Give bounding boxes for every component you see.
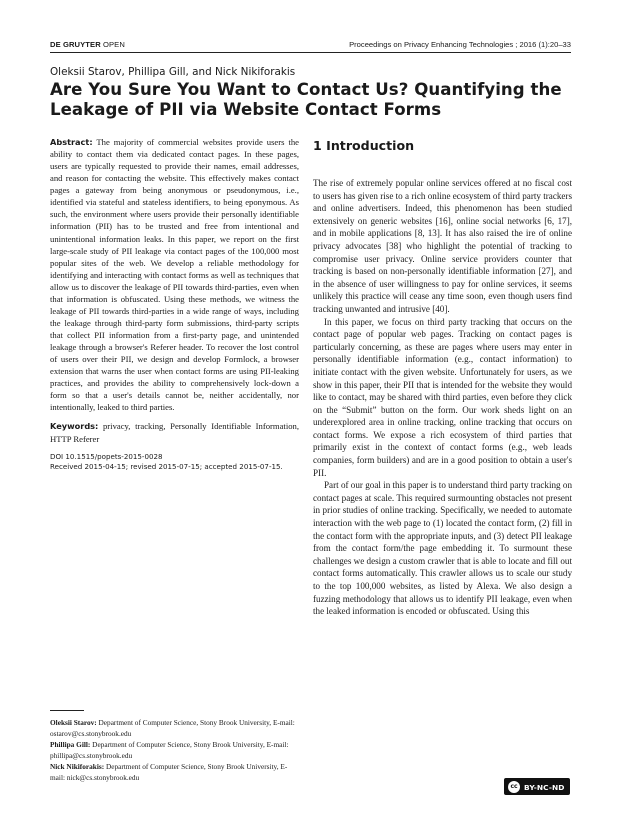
keywords-label: Keywords:	[50, 421, 99, 432]
cc-license-badge	[504, 778, 570, 795]
keywords-text: privacy, tracking, Personally Identifiable Information, HTTP Referer	[50, 421, 299, 444]
author-footnotes	[50, 718, 299, 783]
paper-title: Are You Sure You Want to Contact Us? Quantifying the Leakage of PII via Website Contact Forms	[50, 80, 562, 119]
footnote-author	[50, 718, 299, 740]
left-column	[50, 136, 299, 472]
author-line: Oleksii Starov, Phillipa Gill, and Nick Nikiforakis	[50, 66, 296, 78]
body-paragraph: Part of our goal in this paper is to understand third party tracking on contact pages at scale. This required surmounting obstacles not present in prior studies of online tracking. Specifically, we needed to automate interaction with the web page to (1) located the contact form, (2) fill in the contact form with the appropriate inputs, and (3) detect PII leakage from the contact form/the page embedding it. To surmount these challenges we design a custom crawler that is able to locate and fill out contact forms automatically. This crawler allows us to scale our study to the top 100,000 websites, as listed by Alexa. We also design a fuzzing methodology that allows us to identify PII leakage, even when the leaked information is encoded or obfuscated. Using this	[313, 480, 572, 617]
section-heading: 1 Introduction	[313, 138, 415, 153]
footnote-author	[50, 762, 299, 784]
footnote-text: Department of Computer Science, Stony Brook University, E-mail: ostarov@cs.stonybrook.edu	[50, 718, 295, 738]
publisher-rest: OPEN	[103, 40, 125, 49]
publisher-bold: DE GRUYTER	[50, 40, 101, 49]
footnote-rule	[50, 710, 84, 711]
footnote-text: Department of Computer Science, Stony Brook University, E-mail: phillipa@cs.stonybrook.edu	[50, 739, 289, 760]
right-column	[313, 136, 572, 618]
abstract	[50, 136, 299, 413]
doi: DOI 10.1515/popets-2015-0028	[50, 451, 163, 461]
received-dates: Received 2015-04-15; revised 2015-07-15; accepted 2015-07-15.	[50, 461, 283, 471]
journal-citation: Proceedings on Privacy Enhancing Technologies ; 2016 (1):20–33	[349, 40, 571, 49]
body-paragraph: The rise of extremely popular online services offered at no fiscal cost to users has given rise to a rich online ecosystem of third party trackers and online advertisers. Indeed, this phenomenon has been studied extensively on generic websites [16], online social networks [6, 17], and in mobile applications [8, 13]. It has also raised the ire of online privacy advocates [38] who highlight the potential of tracking to compromise user privacy. Online service providers counter that tracking is based on non-personally identifiable information [27], and in the absence of user willingness to pay for online services, it seems unlikely this practice will cease any time soon, even though users find tracking unwanted and intrusive [40].	[313, 178, 572, 314]
footnote-name: Nick Nikiforakis:	[50, 761, 105, 771]
header-rule	[50, 52, 571, 53]
body-paragraph: In this paper, we focus on third party tracking that occurs on the contact page of popular web pages. Tracking on contact pages is particularly concerning, as these are pages where users may enter in personally identifiable information (e.g., contact information) to initiate contact with the given website. Unfortunately for users, as we show in this paper, their PII that is intended for the website they would like to contact, may be shared with third parties, even before they click on the “Submit” button on the form. Our work sheds light on an underexplored area in online tracking, online tracking that occurs on contact forms. We expose a rich ecosystem of third parties that primarily exist in the context of contact forms (e.g., web leads companies, form builders) and are in a good position to obtain a user's PII.	[313, 316, 572, 478]
license-text: BY-NC-ND	[524, 783, 565, 792]
abstract-label: Abstract:	[50, 137, 93, 147]
keywords	[50, 420, 299, 444]
footnote-author	[50, 740, 299, 762]
footnote-name: Phillipa Gill:	[50, 739, 91, 749]
cc-logo-icon: cc	[508, 781, 520, 793]
publisher-name	[50, 40, 125, 49]
footnote-text: Department of Computer Science, Stony Brook University, E-mail: nick@cs.stonybrook.edu	[50, 761, 288, 782]
abstract-text: The majority of commercial websites provide users the ability to contact them via dedicated contact pages. In these pages, users are typically requested to provide their names, email addresses, and reason for contacting the website. This effectively makes contact pages a gateway from being anonymous or pseudonymous, i.e., identified via stateful and stateless identifiers, to being eponymous. As such, the environment where users provide their personally identifiable information (PII) has to be trusted and free from intentional and unintentional information leaks. In this paper, we report on the first large-scale study of PII leakage via contact pages of the 100,000 most popular sites of the web. We develop a reliable methodology for identifying and interacting with contact forms as well as techniques that allow us to discover the leakage of PII towards third-parties, even when that information is obfuscated. Using these methods, we witness the leakage of PII towards third-parties in a wide range of ways, including the leakage through third-party form submissions, third-party scripts that collect PII information from a first-party page, and unintended leakage through a browser's Referer header. To recover the lost control of users over their PII, we design and develop Formlock, a browser extension that warns the user when contact forms are using PII-leaking practices, and provides the ability to comprehensively lock-down a form so that a user's details cannot be, neither accidentally, nor intentionally, leaked to third parties.	[50, 137, 299, 413]
running-header	[50, 38, 571, 52]
footnote-name: Oleksii Starov:	[50, 718, 97, 727]
